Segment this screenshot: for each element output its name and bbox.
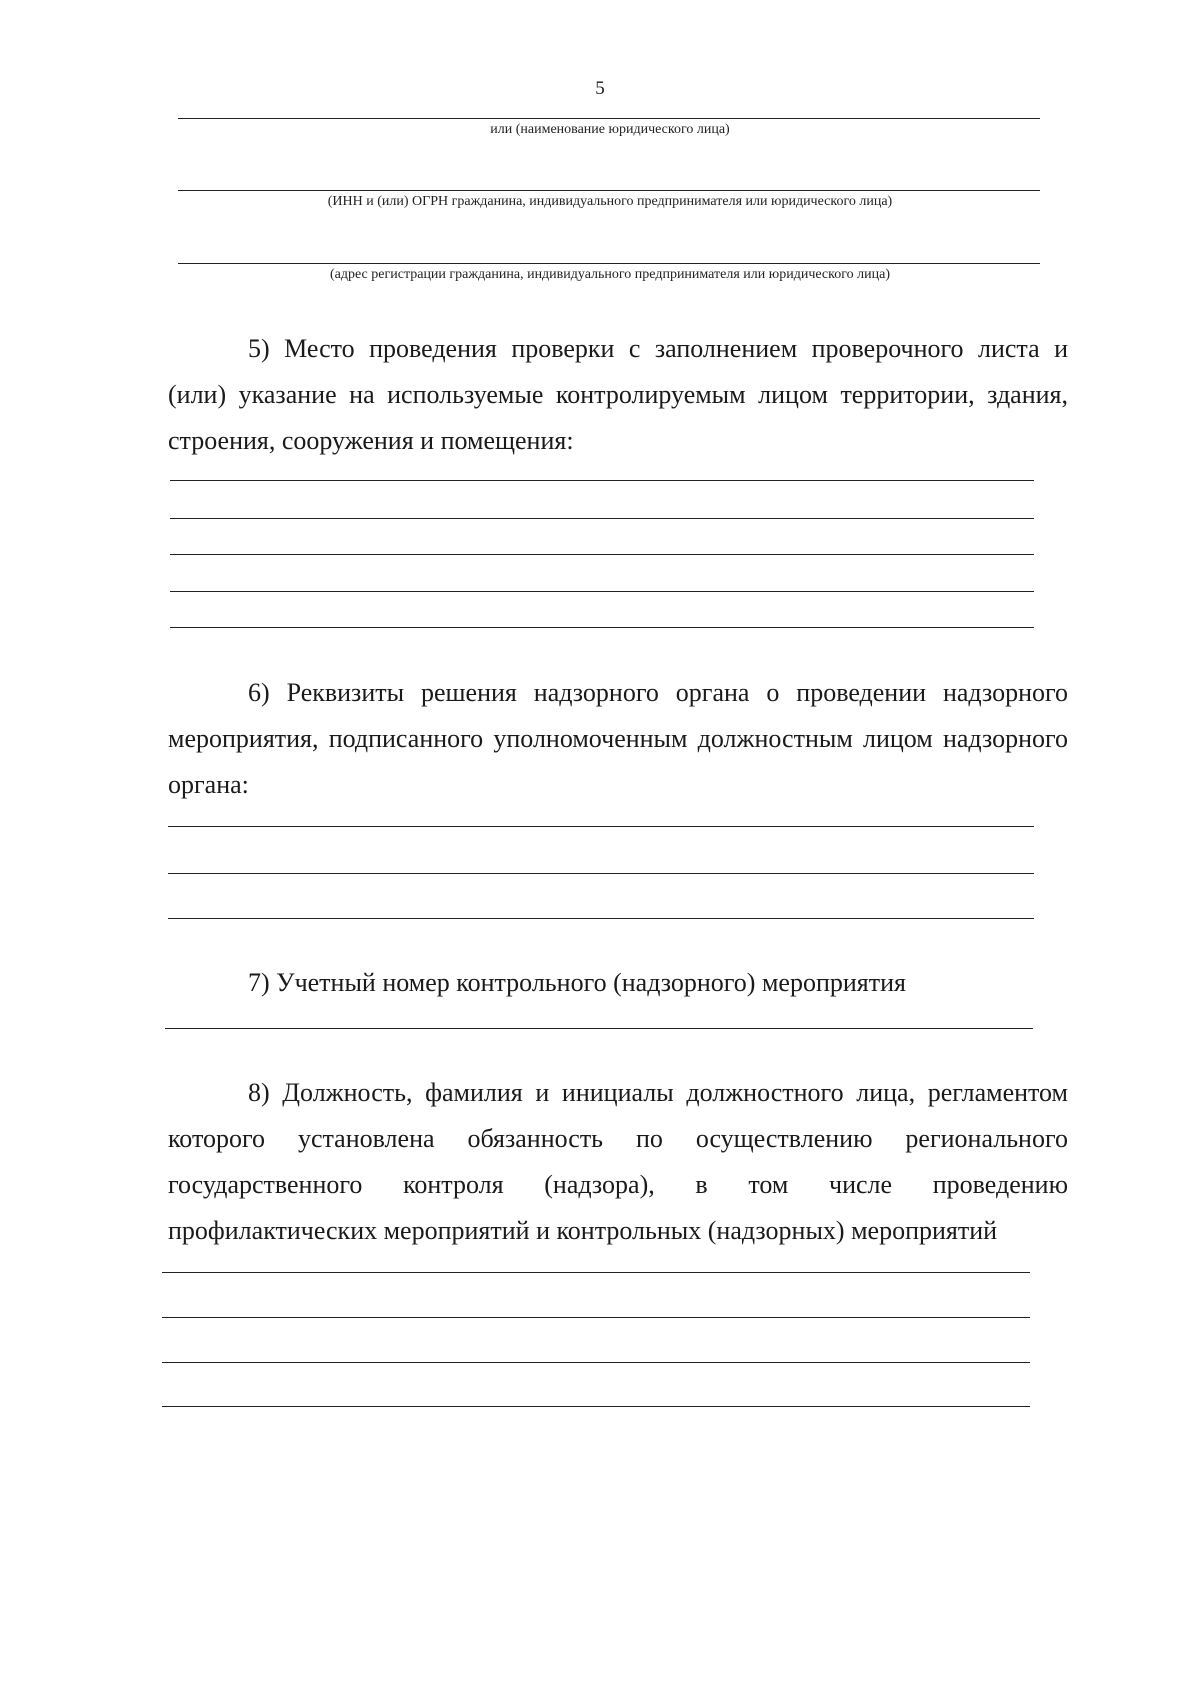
fill-line — [168, 918, 1034, 919]
section-7-text: 7) Учетный номер контрольного (надзорного) мероприятия — [248, 968, 906, 997]
field-caption-name: или (наименование юридического лица) — [490, 122, 730, 137]
fill-line — [178, 118, 1040, 119]
fill-line — [170, 591, 1034, 592]
fill-line — [170, 518, 1034, 519]
fill-line — [170, 627, 1034, 628]
fill-line — [162, 1272, 1030, 1273]
fill-line — [162, 1406, 1030, 1407]
page-number: 5 — [595, 78, 605, 99]
section-5-text: 5) Место проведения проверки с заполнением проверочного листа и (или) указание на используемые контролируемым лицом территории, здания, строения, сооружения и помещения: — [168, 334, 1068, 455]
fill-line — [170, 554, 1034, 555]
fill-line — [162, 1362, 1030, 1363]
field-caption-inn-ogrn: (ИНН и (или) ОГРН гражданина, индивидуального предпринимателя или юридического лица) — [327, 194, 893, 209]
fill-line — [165, 1028, 1033, 1029]
fill-line — [178, 190, 1040, 191]
fill-line — [178, 263, 1040, 264]
fill-line — [162, 1317, 1030, 1318]
fill-line — [170, 480, 1034, 481]
section-6-text: 6) Реквизиты решения надзорного органа о проведении надзорного мероприятия, подписанного уполномоченным должностным лицом надзорного органа: — [168, 678, 1068, 799]
fill-line — [168, 826, 1034, 827]
section-8-text: 8) Должность, фамилия и инициалы должностного лица, регламентом которого установлена обязанность по осуществлению регионального государственного контроля (надзора), в том числе проведению профилактических мероприятий и контрольных (надзорных) мероприятий — [168, 1078, 1068, 1245]
field-caption-address: (адрес регистрации гражданина, индивидуального предпринимателя или юридического лица) — [330, 267, 890, 282]
fill-line — [168, 873, 1034, 874]
